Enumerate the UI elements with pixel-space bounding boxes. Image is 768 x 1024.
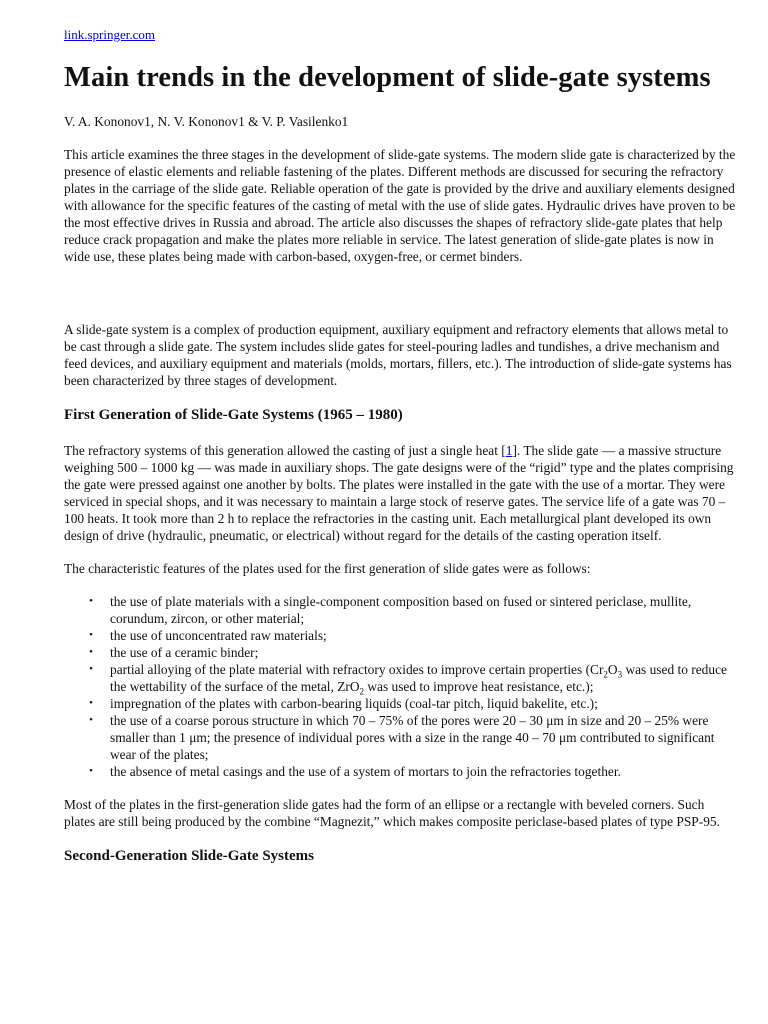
bullet-icon: • (89, 663, 93, 675)
list-item-text: the use of a ceramic binder; (110, 645, 259, 660)
chem-zro: ZrO (337, 679, 360, 694)
bullet-icon: • (89, 595, 93, 607)
article-page (64, 26, 736, 866)
chem-o: O (607, 662, 618, 677)
list-item-text: the use of plate materials with a single-component composition based on fused or sintered periclase, mullite, corundum, zircon, or other material; (110, 594, 692, 626)
chem-cr: Cr (590, 662, 604, 677)
author-list: V. A. Kononov1, N. V. Kononov1 & V. P. Vasilenko1 (64, 114, 349, 129)
list-item (64, 627, 736, 644)
features-list (64, 593, 736, 780)
list-item-text: the absence of metal casings and the use of a system of mortars to join the refractories together. (110, 764, 621, 779)
paragraph-text: ]. The slide gate — a massive structure weighing 500 – 1000 kg — was made in auxiliary shops. The gate designs were of the “rigid” type and the plates comprising the gate were pressed against one another by bolts. The plates were installed in the gate with the use of a mortar. They were serviced in special shops, and it was necessary to maintain a large stock of reserve gates. The service life of a gate was 70 – 100 heats. It took more than 2 h to replace the refractories in the casting unit. Each metallurgical plant developed its own design of drive (hydraulic, pneumatic, or electrical) without regard for the details of the casting operation itself. (64, 443, 734, 543)
reference-link-1[interactable]: 1 (505, 443, 513, 458)
list-item-text: was used to improve heat resistance, etc.); (364, 679, 594, 694)
abstract-paragraph: This article examines the three stages in the development of slide-gate systems. The modern slide gate is characterized by the presence of elastic elements and reliable fastening of the plates. Different methods are discussed for securing the refractory plates in the carriage of the slide gate. Reliable operation of the gate is provided by the drive and auxiliary elements designed with allowance for the specific features of the casting of metal with the use of slide gates. Hydraulic drives have proven to be the most effective drives in Russia and abroad. The article also discusses the shapes of refractory slide-gate plates that help reduce crack propagation and make the plates more reliable in service. The latest generation of slide-gate plates is now in wide use, these plates being made with carbon-based, oxygen-free, or cermet binders. (64, 147, 736, 264)
list-item-text: the use of unconcentrated raw materials; (110, 628, 327, 643)
list-item-text: impregnation of the plates with carbon-bearing liquids (coal-tar pitch, liquid bakelite, etc.); (110, 696, 598, 711)
intro-paragraph: A slide-gate system is a complex of production equipment, auxiliary equipment and refractory elements that allows metal to be cast through a slide gate. The system includes slide gates for steel-pouring ladles and tundishes, a drive mechanism and feed devices, and auxiliary equipment and materials (molds, mortars, fillers, etc.). The introduction of slide-gate systems has been characterized by three stages of development. (64, 322, 732, 388)
source-link[interactable]: link.springer.com (64, 27, 155, 42)
section-heading-second-generation: Second-Generation Slide-Gate Systems (64, 848, 314, 864)
list-item (64, 763, 736, 780)
bullet-icon: • (89, 646, 93, 658)
article-title: Main trends in the development of slide-gate systems (64, 62, 711, 93)
features-intro-paragraph: The characteristic features of the plates used for the first generation of slide gates were as follows: (64, 561, 591, 576)
list-item-text: was used to reduce the wettability of the surface of the metal, (110, 662, 727, 694)
paragraph-text: The refractory systems of this generation allowed the casting of just a single heat [ (64, 443, 506, 458)
list-item (64, 644, 736, 661)
list-item-text: the use of a coarse porous structure in which 70 – 75% of the pores were 20 – 30 μm in size and 20 – 25% were smaller than 1 μm; the presence of individual pores with a size in the range 40 – 70 μm contributed to significant wear of the plates; (110, 713, 715, 762)
chem-subscript: 3 (617, 669, 623, 680)
bullet-icon: • (89, 765, 93, 777)
bullet-icon: • (89, 629, 93, 641)
bullet-icon: • (89, 697, 93, 709)
list-item (64, 661, 736, 695)
list-item (64, 695, 736, 712)
plate-shapes-paragraph: Most of the plates in the first-generation slide gates had the form of an ellipse or a rectangle with beveled corners. Such plates are still being produced by the combine “Magnezit,” which makes composite periclase-based plates of type PSP-95. (64, 797, 720, 829)
chem-subscript: 2 (359, 686, 364, 697)
first-generation-paragraph (64, 442, 736, 544)
chem-subscript: 2 (603, 669, 608, 680)
list-item-text: partial alloying of the plate material with refractory oxides to improve certain properties ( (110, 662, 591, 677)
list-item (64, 593, 736, 627)
section-heading-first-generation: First Generation of Slide-Gate Systems (1965 – 1980) (64, 407, 403, 423)
list-item (64, 712, 736, 763)
bullet-icon: • (89, 714, 93, 726)
